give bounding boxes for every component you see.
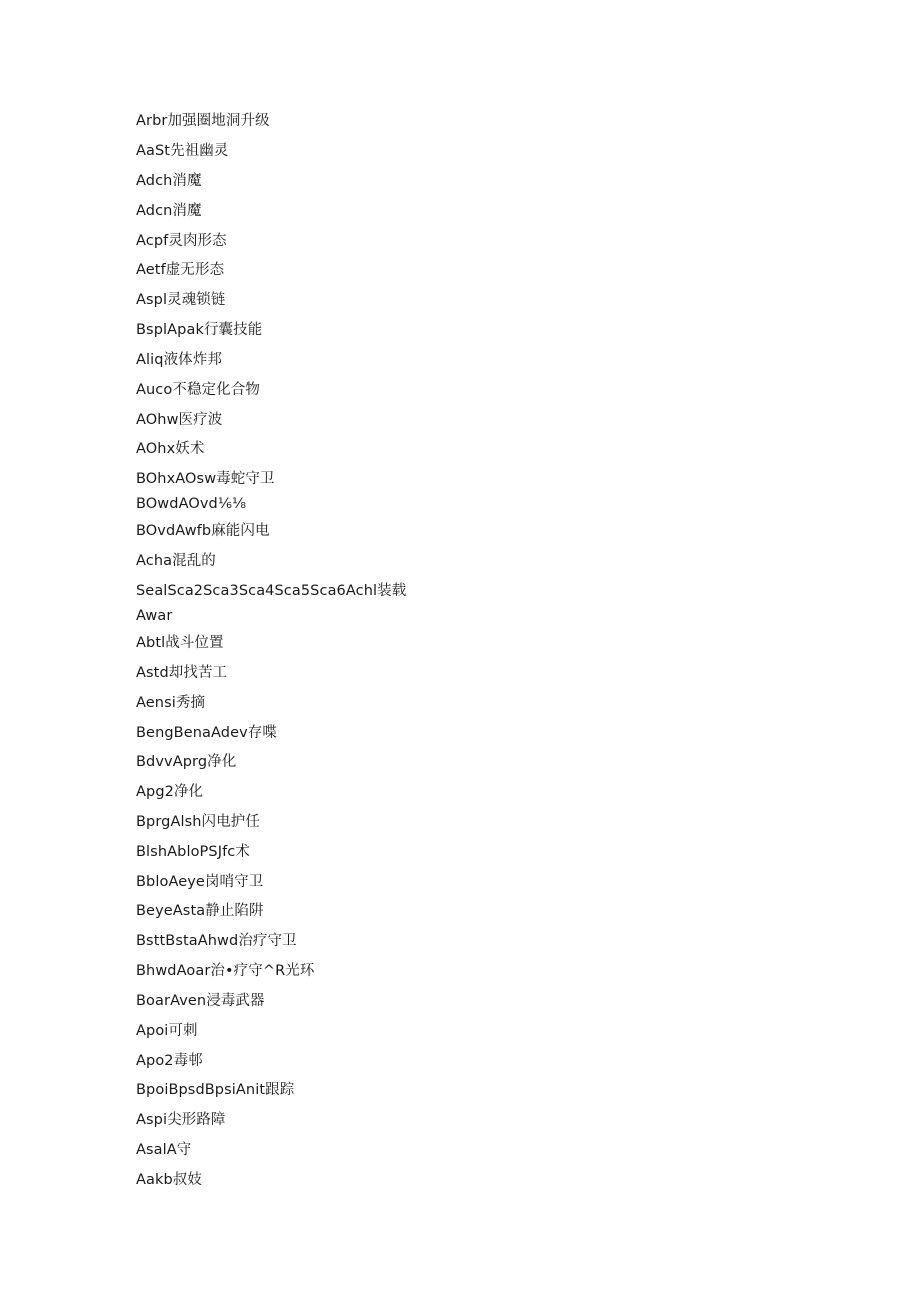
list-item: Acpf灵肉形态	[136, 233, 227, 249]
list-item: BeyeAsta静止陷阱	[136, 903, 264, 919]
list-item: Apoi可刺	[136, 1023, 198, 1039]
list-item: Aetf虚无形态	[136, 262, 225, 278]
list-item: SealSca2Sca3Sca4Sca5Sca6Achl装载	[136, 583, 407, 599]
list-item: AOhx妖术	[136, 441, 205, 457]
list-item: AsalA守	[136, 1142, 192, 1158]
list-item: Apg2净化	[136, 784, 204, 800]
list-item: BlshAbloPSJfc术	[136, 844, 250, 860]
list-item: BsttBstaAhwd治疗守卫	[136, 933, 297, 949]
list-item: Aspi尖形路障	[136, 1112, 226, 1128]
list-item: BsplApak行囊技能	[136, 322, 263, 338]
list-item: AOhw医疗波	[136, 412, 223, 428]
list-item: Abtl战斗位置	[136, 635, 224, 651]
list-item: Apo2毒邨	[136, 1053, 203, 1069]
list-item: Aliq液体炸邦	[136, 352, 222, 368]
list-item: Acha混乱的	[136, 553, 216, 569]
list-item: Awar	[136, 608, 173, 624]
list-item: BhwdAoar治•疗守^R光环	[136, 963, 315, 979]
list-item: BpoiBpsdBpsiAnit跟踪	[136, 1082, 295, 1098]
list-item: BOhxAOsw毒蛇守卫	[136, 471, 275, 487]
list-item: BprgAlsh闪电护任	[136, 814, 260, 830]
list-item: Astd却找苦工	[136, 665, 228, 681]
list-item: AaSt先祖幽灵	[136, 143, 229, 159]
list-item: Aspl灵魂锁链	[136, 292, 226, 308]
list-item: Auco不稳定化合物	[136, 382, 260, 398]
list-item: Aakb叔妓	[136, 1172, 203, 1188]
list-item: Aensi秀摘	[136, 695, 206, 711]
list-item: Adcn消魔	[136, 203, 202, 219]
list-item: BOvdAwfb麻能闪电	[136, 523, 270, 539]
list-item: BdvvAprg净化	[136, 754, 237, 770]
list-item: BoarAven浸毒武器	[136, 993, 265, 1009]
list-item: BengBenaAdev存喋	[136, 725, 277, 741]
list-item: BOwdAOvd⅙⅛	[136, 496, 247, 512]
list-item: Arbr加强圈地洞升级	[136, 113, 270, 129]
list-item: Adch消魔	[136, 173, 202, 189]
list-item: BbloAeye岗哨守卫	[136, 874, 264, 890]
